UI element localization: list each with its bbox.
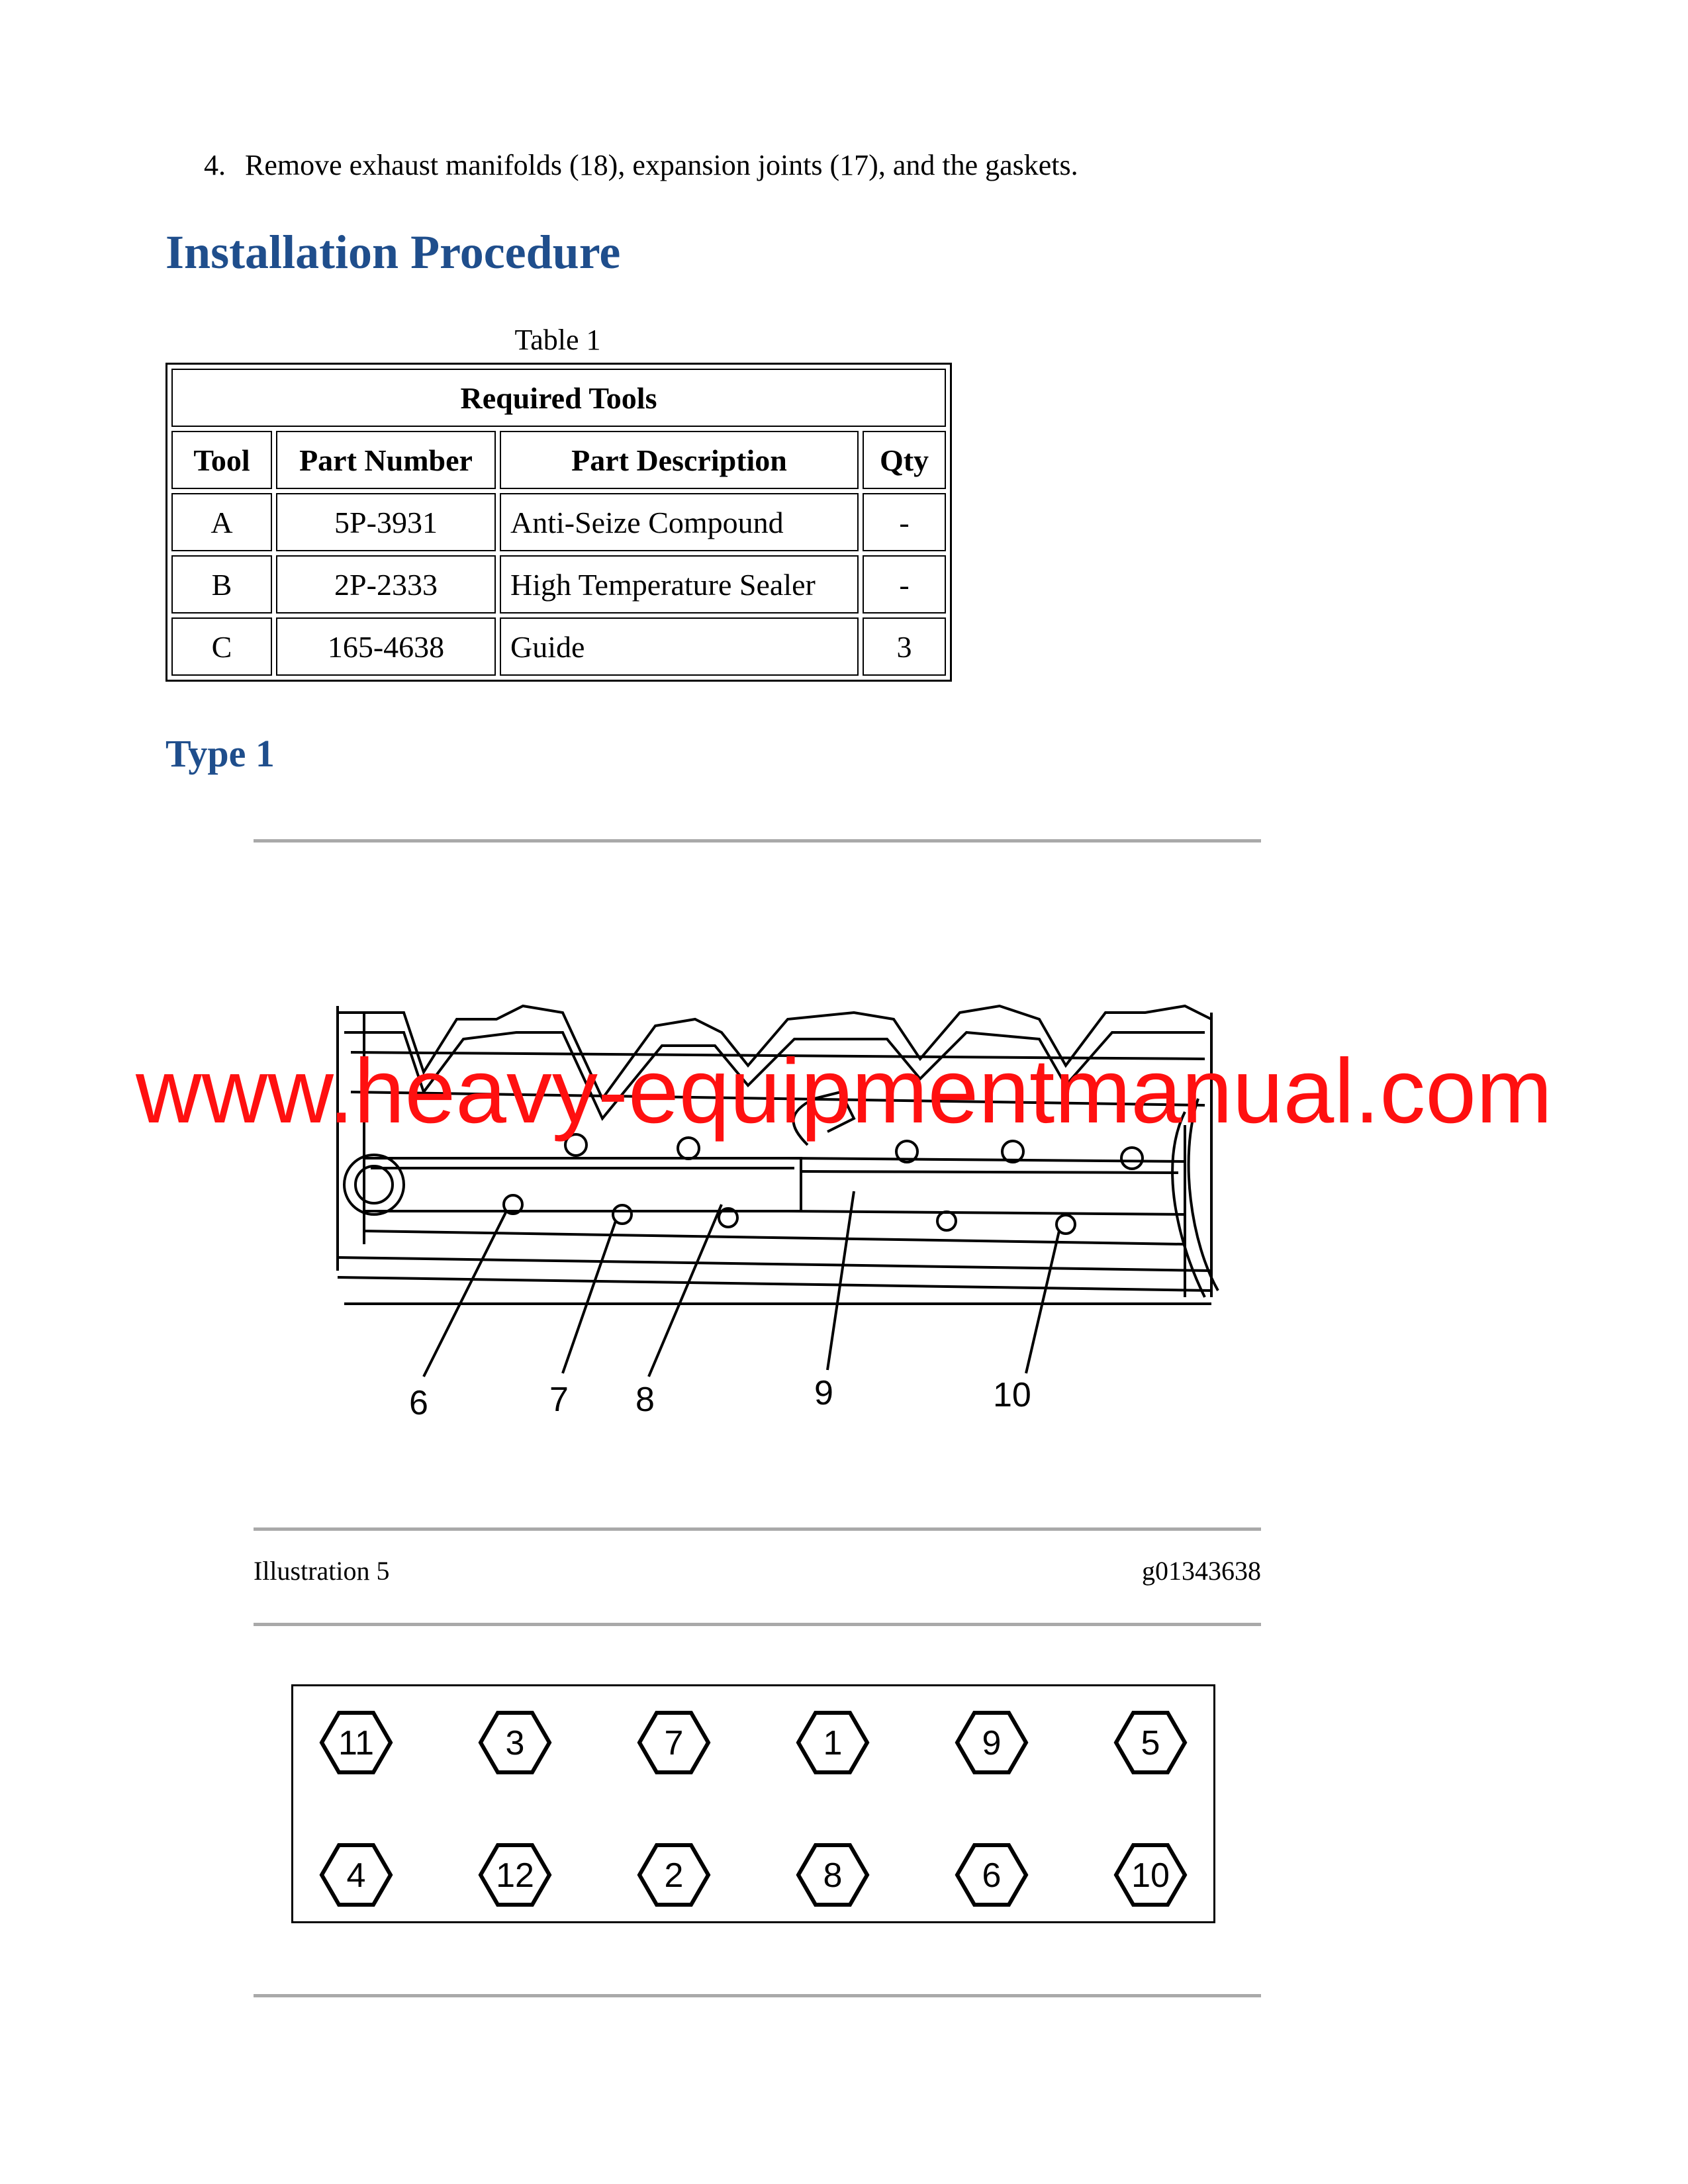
callout-6: 6 xyxy=(409,1384,428,1422)
svg-text:6: 6 xyxy=(982,1856,1002,1895)
bolt-hex xyxy=(639,1845,708,1905)
sequence-hexagons xyxy=(293,1686,1213,1921)
cell-part-number: 5P-3931 xyxy=(276,493,496,551)
bolt-hex xyxy=(798,1713,867,1772)
bolt-hex xyxy=(1116,1845,1185,1905)
table-row xyxy=(171,493,946,551)
svg-text:8: 8 xyxy=(823,1856,843,1895)
table-header-row xyxy=(171,431,946,489)
divider-middle xyxy=(254,1527,1261,1531)
table-row xyxy=(171,617,946,676)
required-tools-table xyxy=(165,363,952,682)
subsection-title: Type 1 xyxy=(165,732,275,775)
svg-text:11: 11 xyxy=(338,1724,374,1762)
table-title-row xyxy=(171,369,946,427)
callout-7: 7 xyxy=(549,1381,569,1419)
svg-text:9: 9 xyxy=(982,1724,1002,1762)
divider-caption xyxy=(254,1623,1261,1626)
step-4 xyxy=(204,147,1078,184)
bolt-hex xyxy=(322,1713,391,1772)
section-title: Installation Procedure xyxy=(165,226,621,279)
bolt-hex xyxy=(481,1845,549,1905)
step-number: 4. xyxy=(204,149,226,181)
cell-part-number: 165-4638 xyxy=(276,617,496,676)
svg-text:10: 10 xyxy=(1131,1856,1170,1895)
table-row xyxy=(171,555,946,614)
svg-text:2: 2 xyxy=(664,1856,684,1895)
cell-qty: - xyxy=(863,555,946,614)
header-qty: Qty xyxy=(863,431,946,489)
svg-text:4: 4 xyxy=(346,1856,366,1895)
cell-tool: B xyxy=(171,555,272,614)
cell-qty: - xyxy=(863,493,946,551)
cell-part-description: High Temperature Sealer xyxy=(500,555,859,614)
bolt-hex xyxy=(481,1713,549,1772)
callout-9: 9 xyxy=(814,1374,833,1412)
illustration-label: Illustration 5 xyxy=(254,1556,390,1586)
svg-text:7: 7 xyxy=(664,1724,684,1762)
step-text: Remove exhaust manifolds (18), expansion joints (17), and the gaskets. xyxy=(245,149,1078,181)
divider-top xyxy=(254,839,1261,842)
bolt-hex xyxy=(639,1713,708,1772)
header-part-number: Part Number xyxy=(276,431,496,489)
illustration-id: g01343638 xyxy=(1142,1556,1261,1586)
watermark: www.heavy-equipmentmanual.com xyxy=(135,1040,1552,1142)
header-part-description: Part Description xyxy=(500,431,859,489)
callout-8: 8 xyxy=(635,1381,655,1419)
cell-part-number: 2P-2333 xyxy=(276,555,496,614)
cell-part-description: Guide xyxy=(500,617,859,676)
bolt-hex xyxy=(1116,1713,1185,1772)
header-tool: Tool xyxy=(171,431,272,489)
cell-tool: A xyxy=(171,493,272,551)
svg-text:12: 12 xyxy=(496,1856,534,1895)
bolt-hex xyxy=(957,1713,1026,1772)
divider-bottom xyxy=(254,1994,1261,1997)
table-caption: Table 1 xyxy=(514,324,601,356)
cell-tool: C xyxy=(171,617,272,676)
cell-qty: 3 xyxy=(863,617,946,676)
bolt-hex xyxy=(798,1845,867,1905)
svg-text:3: 3 xyxy=(505,1724,525,1762)
cell-part-description: Anti-Seize Compound xyxy=(500,493,859,551)
bolt-hex xyxy=(322,1845,391,1905)
bolt-hex xyxy=(957,1845,1026,1905)
table-title: Required Tools xyxy=(171,369,946,427)
svg-text:1: 1 xyxy=(823,1724,843,1762)
callout-10: 10 xyxy=(993,1376,1031,1414)
svg-text:5: 5 xyxy=(1141,1724,1160,1762)
tightening-sequence-diagram xyxy=(291,1684,1215,1923)
